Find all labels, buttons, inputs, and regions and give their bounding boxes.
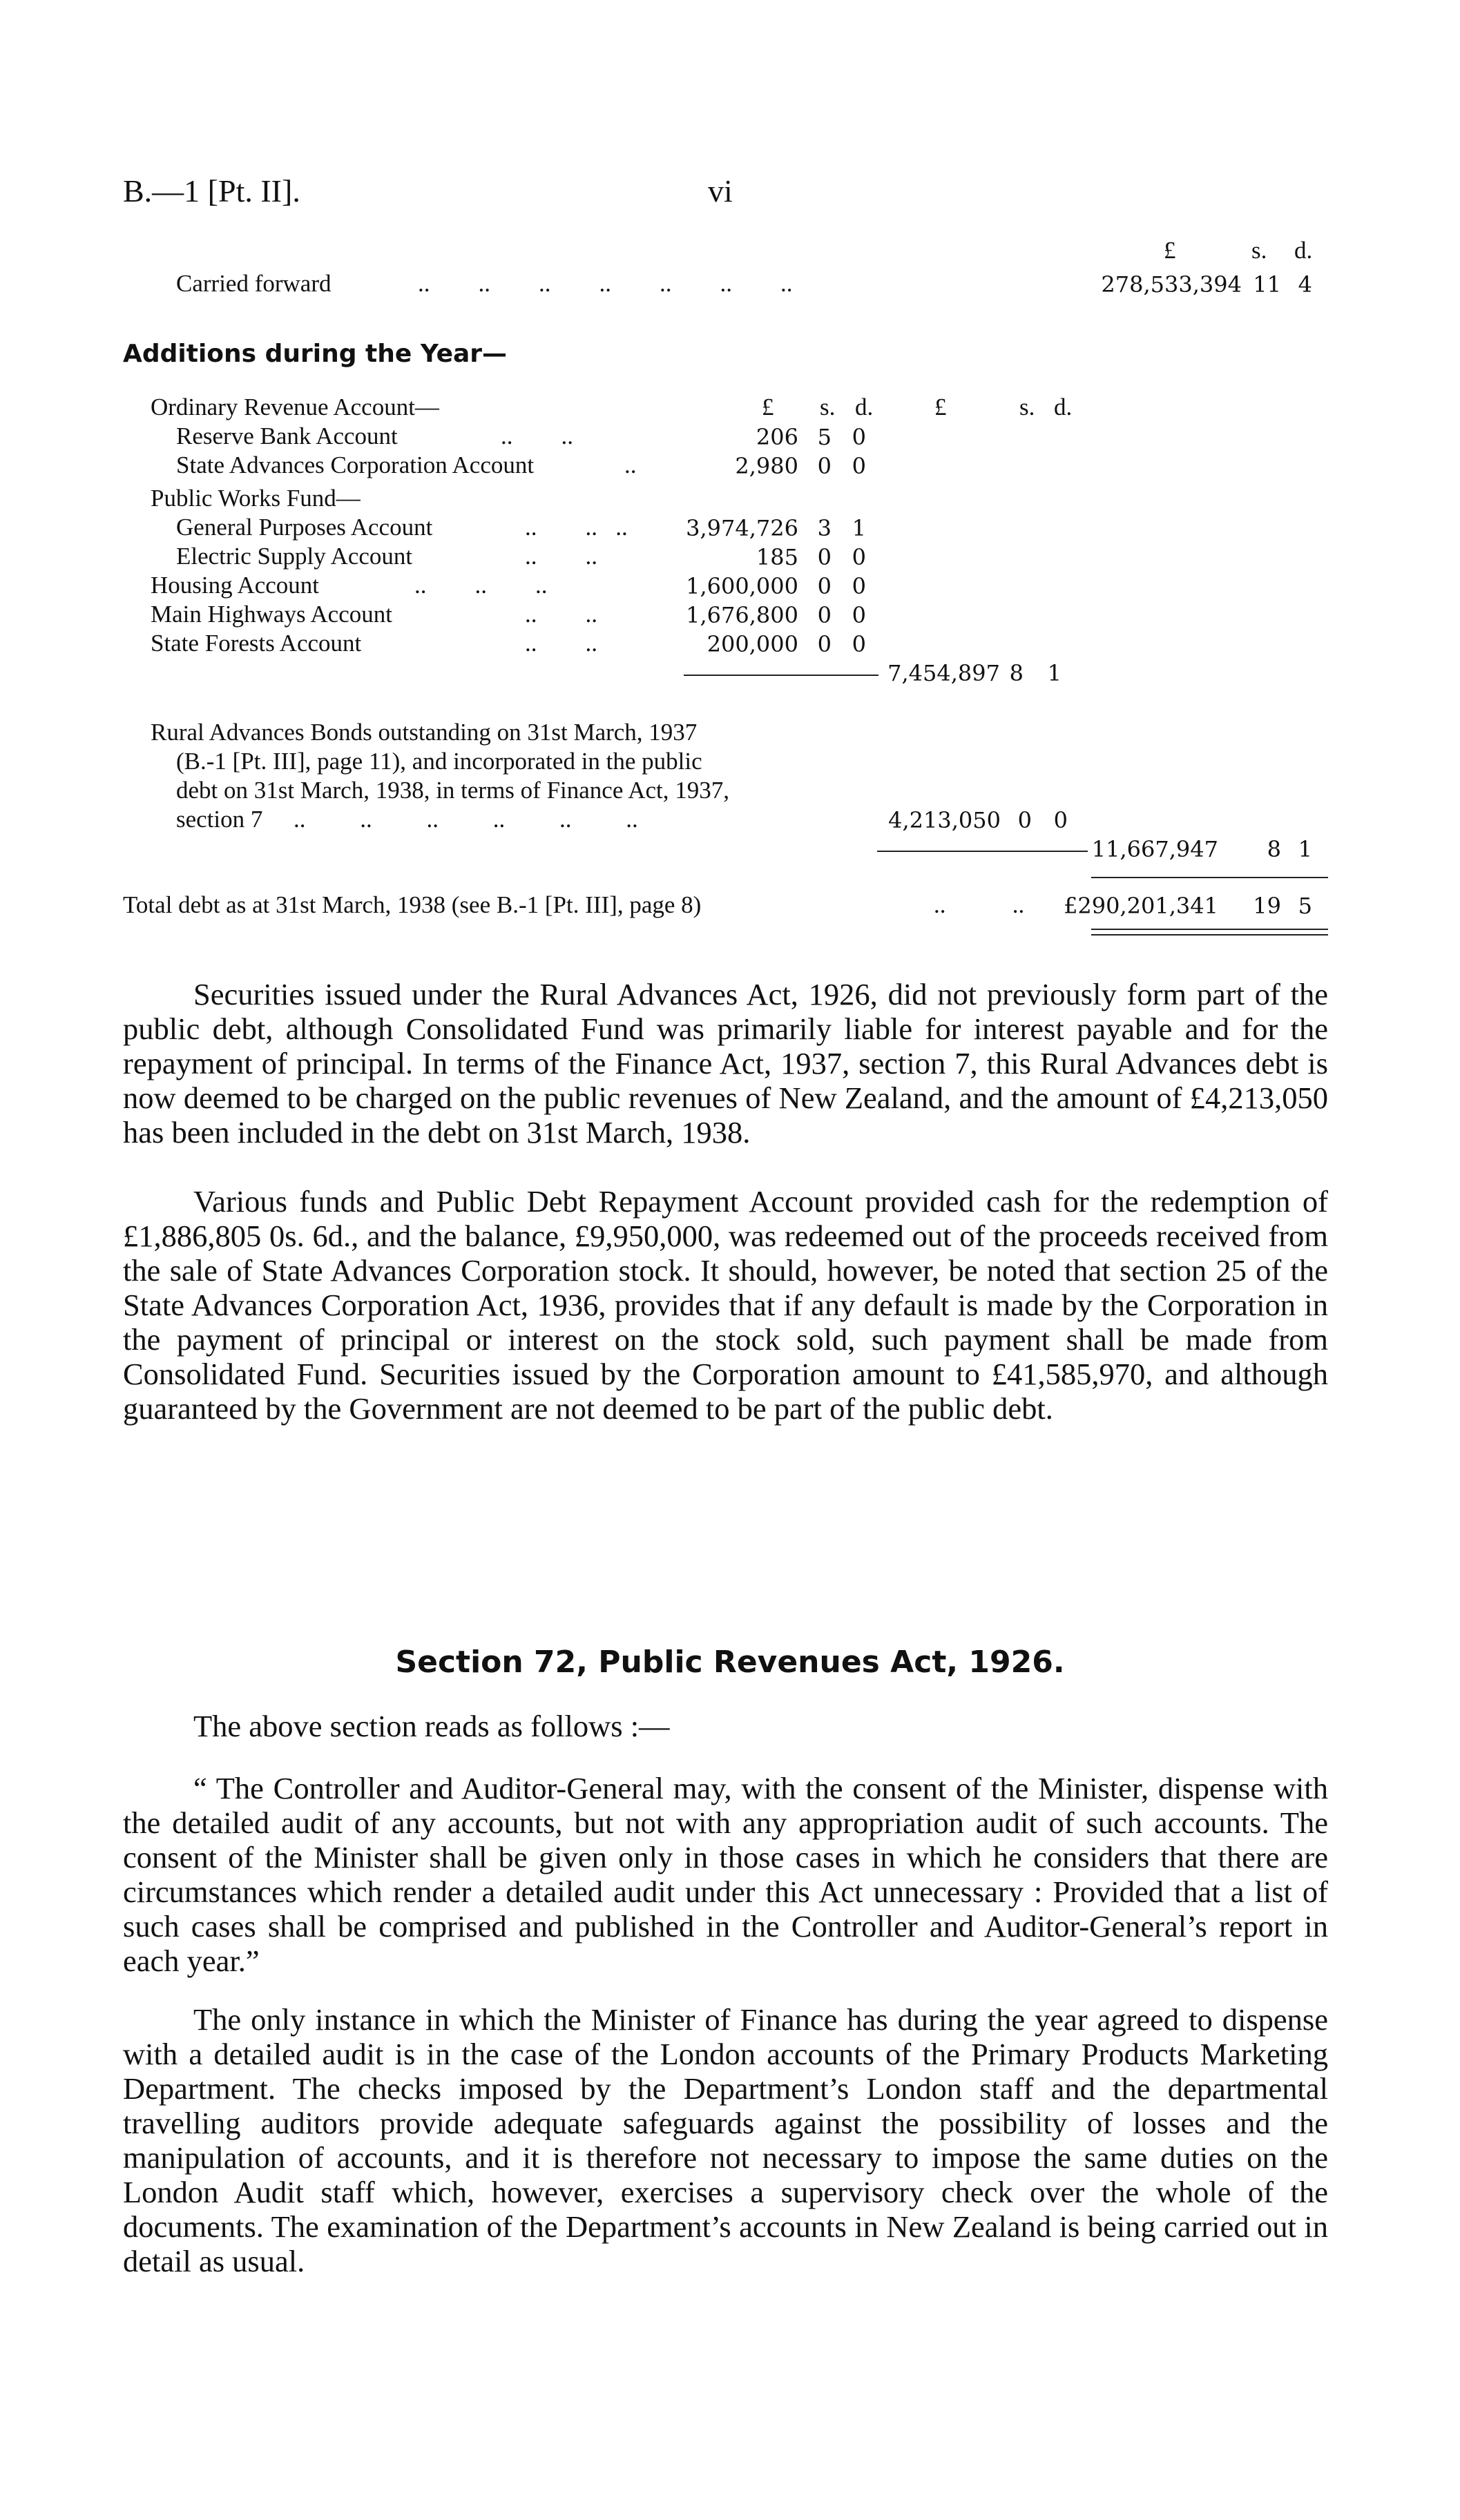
section-closing: The only instance in which the Minister of Finance has during the year agreed to dispense with a detailed audit is in the case of the London accounts of the Primary Products Marketing Department. The checks imposed by the Department’s London staff and the departmental travelling auditors provide adequate safeguards against the possibility of losses and the manipulation of accounts, and it is therefore not necessary to impose the same duties on the London Audit staff which, however, exercises a supervisory check over the whole of the documents. The examination of the Department’s accounts in New Zealand is being carried out in detail as usual.: [123, 2002, 1328, 2278]
rural-shillings: 0: [1017, 807, 1032, 833]
row-shillings: 5: [817, 424, 832, 450]
ordinary-revenue-heading: Ordinary Revenue Account—: [151, 394, 439, 420]
total-debt-amount: £290,201,341: [1064, 893, 1218, 919]
col-head-pounds: £: [1164, 237, 1176, 264]
row-amount: 200,000: [707, 631, 798, 657]
row-amount: 3,974,726: [686, 515, 798, 541]
row-shillings: 0: [817, 602, 832, 628]
paragraph-rural-advances: Securities issued under the Rural Advances Act, 1926, did not previously form part of the public debt, although Consolidated Fund was primarily liable for interest payable and for the repayment of principal. In terms of the Finance Act, 1937, section 7, this Rural Advances debt is now deemed to be charged on the public revenues of New Zealand, and the amount of £4,213,050 has been included in the debt on 31st March, 1938.: [123, 977, 1328, 1150]
subtotal-pence: 1: [1047, 660, 1062, 686]
row-shillings: 0: [817, 631, 832, 657]
total-debt-label: Total debt as at 31st March, 1938 (see B.-1 [Pt. III], page 8): [123, 891, 702, 918]
leader-dots: ..: [624, 452, 637, 478]
rural-line-2: (B.-1 [Pt. III], page 11), and incorporated in the public: [176, 748, 702, 775]
section-intro: The above section reads as follows :—: [193, 1709, 670, 1743]
row-label: State Advances Corporation Account: [176, 452, 535, 478]
section-quote: “ The Controller and Auditor-General may, with the consent of the Minister, dispense with the detailed audit of any accounts, but not with any appropriation audit of such accounts. The consent of the Minister shall be given only in those cases in which he considers that there are circumstances which render a detailed audit under this Act unnecessary : Provided that a list of such cases shall be comprised and published in the Controller and Auditor-General’s report in each year.”: [123, 1771, 1328, 1978]
carried-forward-label: Carried forward: [176, 270, 332, 297]
rural-line-1: Rural Advances Bonds outstanding on 31st March, 1937: [151, 719, 698, 746]
row-pence: 0: [852, 602, 866, 628]
row-amount: 1,676,800: [686, 602, 798, 628]
total-rule-top: [1091, 877, 1328, 878]
subtotal-amount: 7,454,897: [887, 660, 1000, 686]
leader-dots: .. .. .. .. .. .. ..: [418, 270, 793, 297]
outer-head-shillings: s.: [1019, 394, 1035, 420]
col-head-pence: d.: [1294, 237, 1313, 264]
leader-dots: .. ..: [525, 601, 597, 628]
row-amount: 206: [756, 424, 798, 450]
outer-head-pounds: £: [934, 394, 947, 420]
row-pence: 0: [852, 453, 866, 479]
row-amount: 185: [756, 544, 798, 570]
outer-head-pence: d.: [1054, 394, 1073, 420]
total-additions-shillings: 8: [1267, 836, 1281, 862]
page-number: vi: [708, 173, 733, 209]
row-pence: 1: [852, 515, 866, 541]
carried-forward-shillings: 11: [1253, 271, 1281, 298]
rural-pence: 0: [1053, 807, 1068, 833]
row-label: Main Highways Account: [151, 601, 392, 628]
row-label: Reserve Bank Account: [176, 423, 398, 449]
carried-forward-amount: 278,533,394: [1101, 271, 1242, 298]
row-shillings: 3: [817, 515, 832, 541]
total-rule-double-2: [1091, 934, 1328, 936]
inner-head-pence: d.: [855, 394, 874, 420]
rural-amount: 4,213,050: [888, 807, 1001, 833]
leader-dots: .. ..: [525, 630, 597, 657]
inner-head-shillings: s.: [820, 394, 836, 420]
total-debt-pence: 5: [1298, 893, 1312, 919]
leader-dots: .. ..: [934, 891, 1025, 918]
row-shillings: 0: [817, 573, 832, 599]
leader-dots: .. ..: [525, 543, 597, 570]
row-label: Electric Supply Account: [176, 543, 413, 570]
row-label: Public Works Fund—: [151, 485, 361, 512]
row-label: General Purposes Account: [176, 514, 433, 541]
subtotal-shillings: 8: [1009, 660, 1024, 686]
total-additions-amount: 11,667,947: [1091, 836, 1218, 862]
row-shillings: 0: [817, 544, 832, 570]
paragraph-redemption: Various funds and Public Debt Repayment Account provided cash for the redemption of £1,886,805 0s. 6d., and the balance, £9,950,000, was redeemed out of the proceeds received from the sale of State Advances Corporation stock. It should, however, be noted that section 25 of the State Advances Corporation Act, 1936, provides that if any default is made by the Corporation in the payment of principal or interest on the stock sold, such payment shall be made from Consolidated Fund. Securities issued by the Corporation amount to £41,585,970, and although guaranteed by the Government are not deemed to be part of the public debt.: [123, 1184, 1328, 1426]
row-amount: 1,600,000: [686, 573, 798, 599]
total-additions-pence: 1: [1298, 836, 1312, 862]
row-amount: 2,980: [735, 453, 798, 479]
subtotal-rule: [684, 675, 878, 676]
leader-dots: .. .. .. .. .. ..: [294, 806, 638, 833]
additions-heading: Additions during the Year—: [123, 340, 508, 368]
total-debt-shillings: 19: [1253, 893, 1281, 919]
row-shillings: 0: [817, 453, 832, 479]
row-label: State Forests Account: [151, 630, 362, 657]
leader-dots: .. .. ..: [525, 514, 628, 541]
carried-forward-pence: 4: [1298, 271, 1312, 298]
inner-head-pounds: £: [762, 394, 774, 420]
row-pence: 0: [852, 631, 866, 657]
rural-line-4: section 7: [176, 806, 263, 833]
total-rule-double-1: [1091, 929, 1328, 930]
col-head-shillings: s.: [1251, 237, 1267, 264]
leader-dots: .. .. ..: [414, 572, 548, 599]
additions-rule: [877, 851, 1088, 852]
row-label: Housing Account: [151, 572, 320, 599]
row-pence: 0: [852, 424, 866, 450]
document-reference: B.—1 [Pt. II].: [123, 173, 300, 209]
rural-line-3: debt on 31st March, 1938, in terms of Finance Act, 1937,: [176, 777, 729, 804]
leader-dots: .. ..: [501, 423, 573, 449]
row-pence: 0: [852, 544, 866, 570]
section-title: Section 72, Public Revenues Act, 1926.: [395, 1645, 1065, 1680]
row-pence: 0: [852, 573, 866, 599]
